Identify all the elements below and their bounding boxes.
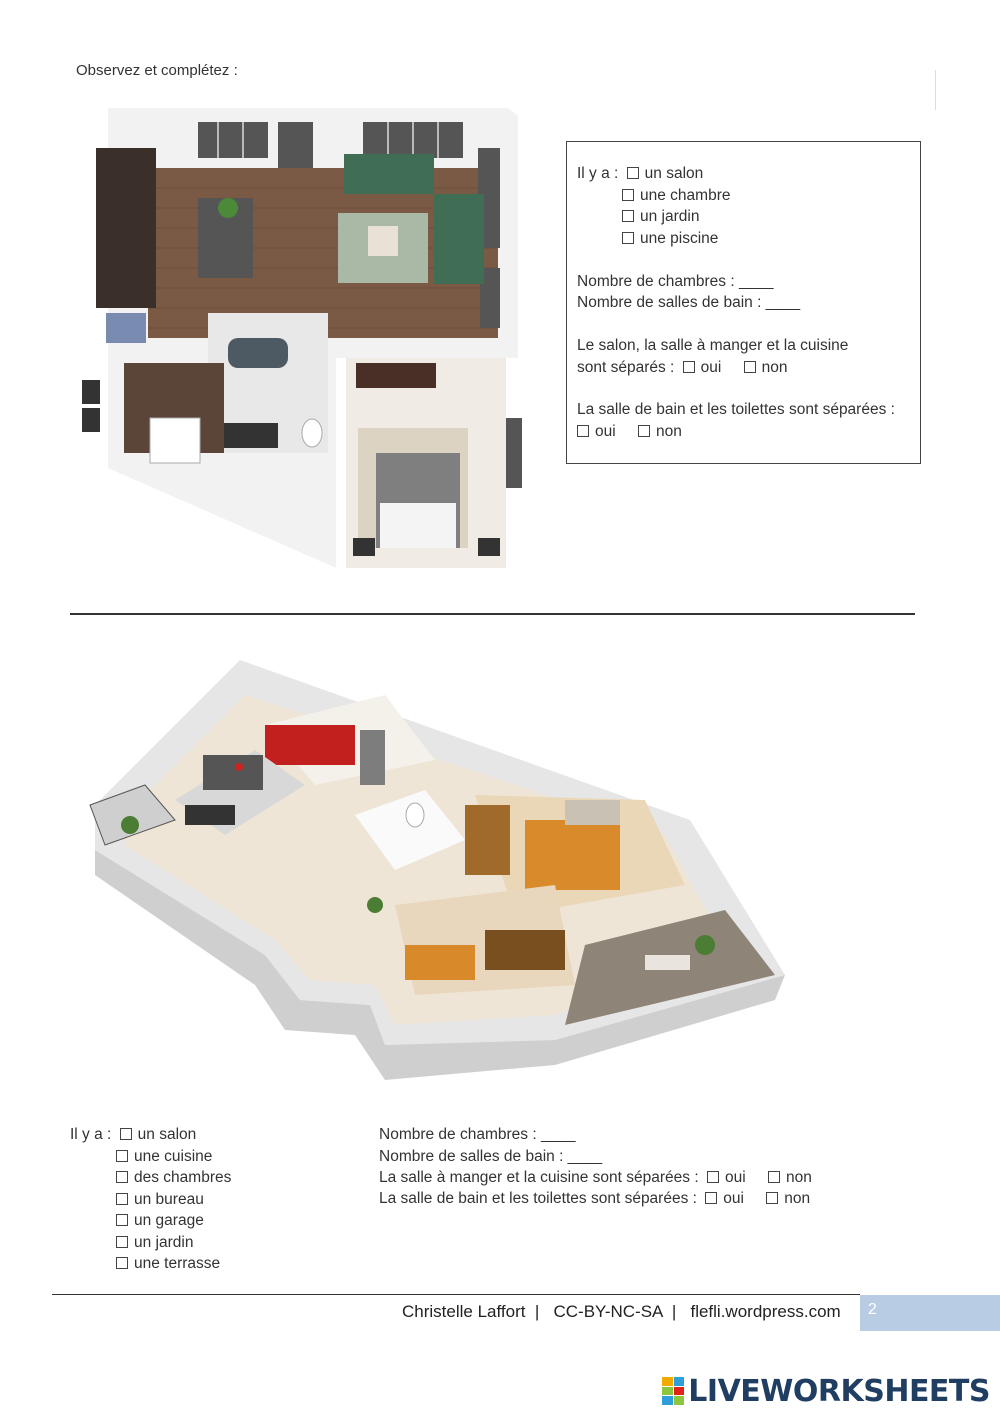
checkbox[interactable]: [744, 361, 756, 373]
question-toilettes: La salle de bain et les toilettes sont séparées :: [379, 1190, 697, 1207]
questions-box-1: [566, 141, 921, 464]
checkbox[interactable]: [622, 189, 634, 201]
option-label: une terrasse: [134, 1255, 221, 1272]
checkbox[interactable]: [116, 1214, 128, 1226]
oui-label: oui: [723, 1190, 744, 1207]
checkbox[interactable]: [705, 1192, 717, 1204]
option-label: un salon: [644, 165, 704, 182]
checkbox[interactable]: [577, 425, 589, 437]
floor-plan-1-image: [68, 108, 548, 573]
instruction-text: Observez et complétez :: [76, 62, 238, 79]
page-number-box: [860, 1295, 1000, 1331]
il-y-a-label: Il y a :: [70, 1126, 112, 1143]
checkbox[interactable]: [627, 167, 639, 179]
non-label: non: [785, 1169, 812, 1186]
option-label: une cuisine: [134, 1148, 213, 1165]
nombre-chambres: Nombre de chambres : ____: [577, 273, 774, 290]
option-label: un salon: [137, 1126, 197, 1143]
option-label: une chambre: [640, 187, 731, 204]
checkbox[interactable]: [768, 1171, 780, 1183]
option-label: une piscine: [640, 230, 719, 247]
checkbox[interactable]: [683, 361, 695, 373]
option-label: des chambres: [134, 1169, 232, 1186]
checkbox[interactable]: [707, 1171, 719, 1183]
non-label: non: [656, 423, 682, 440]
page-number: 2: [868, 1301, 877, 1318]
nombre-salles-bain: Nombre de salles de bain : ____: [379, 1148, 603, 1165]
question-toilettes: La salle de bain et les toilettes sont séparées :: [577, 401, 895, 418]
oui-label: oui: [700, 359, 722, 376]
oui-label: oui: [724, 1169, 746, 1186]
section-divider: [70, 613, 915, 615]
option-label: un jardin: [640, 208, 700, 225]
footer-rule: [52, 1294, 860, 1295]
checkbox[interactable]: [622, 232, 634, 244]
non-label: non: [761, 359, 788, 376]
checkbox[interactable]: [766, 1192, 778, 1204]
nombre-salles-bain: Nombre de salles de bain : ____: [577, 294, 801, 311]
nombre-chambres: Nombre de chambres : ____: [379, 1126, 576, 1143]
checkbox[interactable]: [116, 1150, 128, 1162]
question-separes: Le salon, la salle à manger et la cuisine: [577, 337, 849, 354]
option-label: un jardin: [134, 1234, 194, 1251]
checkbox[interactable]: [638, 425, 650, 437]
checkbox[interactable]: [120, 1128, 132, 1140]
checkbox[interactable]: [116, 1257, 128, 1269]
option-label: un garage: [134, 1212, 204, 1229]
checkbox[interactable]: [116, 1171, 128, 1183]
checkbox[interactable]: [116, 1236, 128, 1248]
floor-plan-2-image: [85, 655, 790, 1085]
oui-label: oui: [595, 423, 616, 440]
checkbox[interactable]: [622, 210, 634, 222]
option-label: un bureau: [134, 1191, 204, 1208]
checkbox[interactable]: [116, 1193, 128, 1205]
footer-credits: Christelle Laffort | CC-BY-NC-SA | flefli.wordpress.com: [402, 1302, 841, 1321]
non-label: non: [784, 1190, 811, 1207]
margin-mark: [935, 70, 936, 110]
question-cuisine: La salle à manger et la cuisine sont séparées :: [379, 1169, 699, 1186]
liveworksheets-logo-icon: [662, 1377, 684, 1405]
brand-name: LIVEWORKSHEETS: [688, 1373, 990, 1409]
question-separes-2: sont séparés :: [577, 359, 675, 376]
liveworksheets-brand: [662, 1373, 990, 1409]
il-y-a-label: Il y a :: [577, 165, 619, 182]
